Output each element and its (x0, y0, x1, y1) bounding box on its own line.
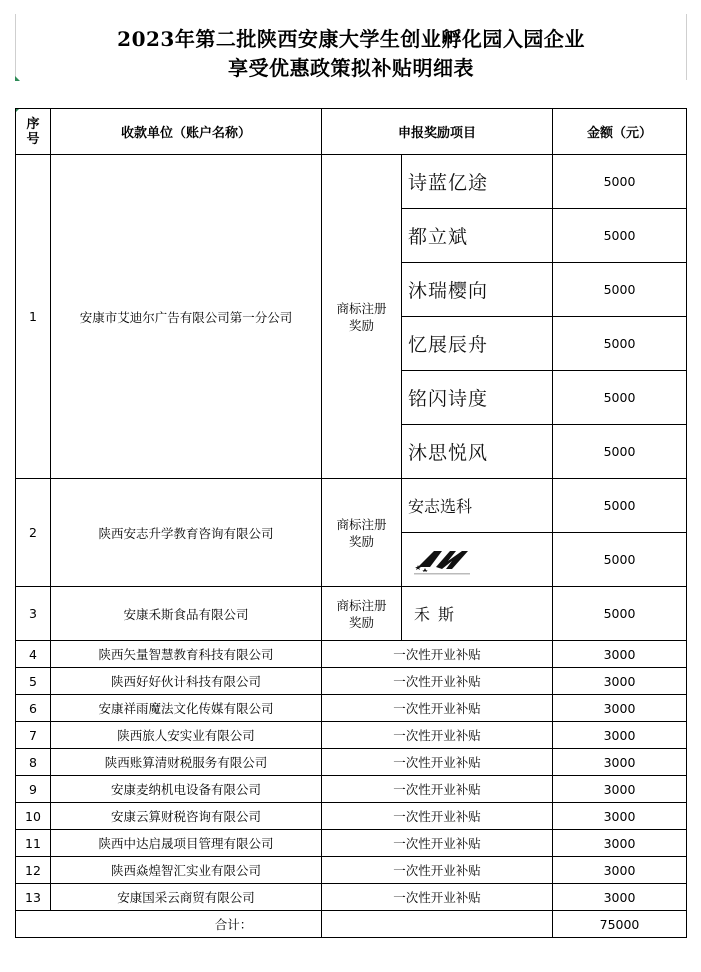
row-amount: 3000 (553, 695, 687, 722)
table-row (16, 641, 687, 668)
row-no: 10 (16, 803, 51, 830)
table-row (16, 776, 687, 803)
trademark-image: 安志选科 (402, 479, 553, 533)
table-row (16, 722, 687, 749)
row-amount: 5000 (553, 425, 687, 479)
trademark-image: 忆展辰舟 (402, 317, 553, 371)
table-row (16, 803, 687, 830)
trademark-image: 都立斌 (402, 209, 553, 263)
row-amount: 3000 (553, 803, 687, 830)
cell-corner-marker (15, 76, 20, 81)
row-payee: 陕西账算清财税服务有限公司 (51, 749, 322, 776)
row-amount: 5000 (553, 209, 687, 263)
subsidy-table (15, 108, 687, 938)
row-payee: 安康祥雨魔法文化传媒有限公司 (51, 695, 322, 722)
header-row (16, 109, 687, 155)
table-row (16, 695, 687, 722)
row-no: 7 (16, 722, 51, 749)
row-amount: 3000 (553, 776, 687, 803)
row-payee: 陕西旅人安实业有限公司 (51, 722, 322, 749)
table-row (16, 857, 687, 884)
row-no: 1 (16, 155, 51, 479)
row-project: 一次性开业补贴 (322, 830, 553, 857)
row-no: 11 (16, 830, 51, 857)
row-project: 一次性开业补贴 (322, 884, 553, 911)
row-no: 9 (16, 776, 51, 803)
trademark-image: 诗蓝亿途 (402, 155, 553, 209)
total-row (16, 911, 687, 938)
row-no: 5 (16, 668, 51, 695)
header-payee: 收款单位（账户名称） (51, 109, 322, 155)
row-amount: 5000 (553, 479, 687, 533)
row-payee: 安康市艾迪尔广告有限公司第一分公司 (51, 155, 322, 479)
row-payee: 陕西焱煌智汇实业有限公司 (51, 857, 322, 884)
row-project: 一次性开业补贴 (322, 722, 553, 749)
row-project: 商标注册奖励 (322, 587, 402, 641)
trademark-image: 禾斯 (402, 587, 553, 641)
row-amount: 3000 (553, 722, 687, 749)
row-amount: 3000 (553, 749, 687, 776)
title-block (15, 14, 687, 80)
row-project: 商标注册奖励 (322, 479, 402, 587)
row-payee: 陕西中达启晟项目管理有限公司 (51, 830, 322, 857)
table-row (16, 884, 687, 911)
row-amount: 5000 (553, 587, 687, 641)
row-no: 4 (16, 641, 51, 668)
row-amount: 5000 (553, 155, 687, 209)
row-amount: 3000 (553, 857, 687, 884)
row-payee: 陕西矢量智慧教育科技有限公司 (51, 641, 322, 668)
page-title-line-1: 2023年第二批陕西安康大学生创业孵化园入园企业 (117, 27, 585, 51)
row-amount: 5000 (553, 533, 687, 587)
row-amount: 5000 (553, 371, 687, 425)
total-label: 合计： (16, 911, 322, 938)
total-blank (322, 911, 553, 938)
row-project: 一次性开业补贴 (322, 803, 553, 830)
row-payee: 陕西安志升学教育咨询有限公司 (51, 479, 322, 587)
row-project: 商标注册奖励 (322, 155, 402, 479)
row-project: 一次性开业补贴 (322, 641, 553, 668)
table-row (16, 587, 687, 641)
row-project: 一次性开业补贴 (322, 857, 553, 884)
header-project: 申报奖励项目 (322, 109, 553, 155)
row-no: 13 (16, 884, 51, 911)
header-amount: 金额（元） (553, 109, 687, 155)
trademark-image: 沐思悦风 (402, 425, 553, 479)
row-amount: 3000 (553, 884, 687, 911)
row-no: 6 (16, 695, 51, 722)
trademark-image: 沐瑞樱向 (402, 263, 553, 317)
trademark-image: 铭闪诗度 (402, 371, 553, 425)
row-payee: 安康国采云商贸有限公司 (51, 884, 322, 911)
header-no: 序号 (16, 109, 51, 155)
row-amount: 5000 (553, 263, 687, 317)
row-no: 3 (16, 587, 51, 641)
row-amount: 5000 (553, 317, 687, 371)
row-project: 一次性开业补贴 (322, 695, 553, 722)
row-amount: 3000 (553, 830, 687, 857)
table-row (16, 830, 687, 857)
trademark-logo-icon (412, 543, 472, 577)
table-row (16, 155, 687, 209)
page-title-line-2: 享受优惠政策拟补贴明细表 (228, 56, 474, 80)
trademark-logo-image (402, 533, 553, 587)
table-row (16, 668, 687, 695)
row-no: 2 (16, 479, 51, 587)
table-row (16, 479, 687, 533)
row-project: 一次性开业补贴 (322, 749, 553, 776)
row-payee: 安康禾斯食品有限公司 (51, 587, 322, 641)
row-payee: 安康云算财税咨询有限公司 (51, 803, 322, 830)
row-amount: 3000 (553, 668, 687, 695)
row-payee: 安康麦纳机电设备有限公司 (51, 776, 322, 803)
row-project: 一次性开业补贴 (322, 776, 553, 803)
row-payee: 陕西好好伙计科技有限公司 (51, 668, 322, 695)
row-project: 一次性开业补贴 (322, 668, 553, 695)
total-amount: 75000 (553, 911, 687, 938)
row-no: 12 (16, 857, 51, 884)
table-row (16, 749, 687, 776)
row-no: 8 (16, 749, 51, 776)
row-amount: 3000 (553, 641, 687, 668)
